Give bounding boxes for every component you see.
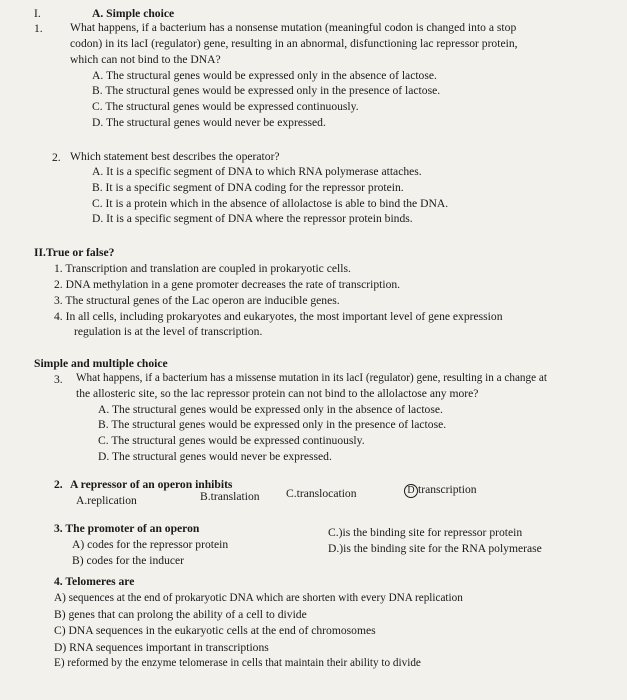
answer-option: B) codes for the inducer [72,554,185,567]
circled-answer-letter: D [404,484,418,498]
answer-option: D) RNA sequences important in transcriptions [54,641,269,654]
section-heading-true-false: II.True or false? [34,246,115,259]
answer-option: C. The structural genes would be expressed continuously. [92,100,359,113]
answer-option: D.)is the binding site for the RNA polymerase [328,542,542,555]
question-text-line: Which statement best describes the operator? [70,150,280,163]
question-stem-promoter: 3. The promoter of an operon [54,522,200,535]
answer-option: D. It is a specific segment of DNA where the repressor protein binds. [92,212,413,225]
answer-option: B. It is a specific segment of DNA coding for the repressor protein. [92,181,404,194]
answer-option: B.translation [200,490,260,503]
question-stem-telomeres: 4. Telomeres are [54,575,135,588]
section-heading-simple-multiple: Simple and multiple choice [34,357,168,370]
question-text-line: codon) in its lacI (regulator) gene, resulting in an abnormal, disfunctioning lac repressor protein, [70,37,518,50]
answer-option: D. The structural genes would never be expressed. [92,116,326,129]
true-false-item: 1. Transcription and translation are coupled in prokaryotic cells. [54,262,351,275]
question-number: 1. [34,22,43,35]
answer-option-text: transcription [418,483,477,496]
answer-option: C. The structural genes would be expressed continuously. [98,434,365,447]
answer-option: B. The structural genes would be expressed only in the presence of lactose. [92,84,441,97]
question-number: 2. [52,151,61,164]
answer-option: C) DNA sequences in the eukaryotic cells at the end of chromosomes [54,624,376,637]
true-false-item: 4. In all cells, including prokaryotes and eukaryotes, the most important level of gene expression [54,310,503,323]
answer-option: A. It is a specific segment of DNA to which RNA polymerase attaches. [92,165,422,178]
answer-option: A) codes for the repressor protein [72,538,229,551]
question-text-line: What happens, if a bacterium has a nonsense mutation (meaningful codon is changed into a stop [70,21,517,34]
answer-option: A) sequences at the end of prokaryotic DNA which are shorten with every DNA replication [54,592,463,604]
true-false-item-continuation: regulation is at the level of transcription. [74,325,263,338]
question-text-line: the allosteric site, so the lac repressor protein can not bind to the allolactose any more? [76,387,479,400]
question-text-line: which can not bind to the DNA? [70,53,221,66]
true-false-item: 2. DNA methylation in a gene promoter decreases the rate of transcription. [54,278,401,291]
answer-option: B) genes that can prolong the ability of a cell to divide [54,608,307,621]
answer-option: A. The structural genes would be expressed only in the absence of lactose. [92,69,437,82]
true-false-item: 3. The structural genes of the Lac operon are inducible genes. [54,294,340,307]
answer-option: E) reformed by the enzyme telomerase in cells that maintain their ability to divide [54,657,421,669]
answer-option: C.translocation [286,487,357,500]
answer-option: A. The structural genes would be expressed only in the absence of lactose. [98,403,443,416]
answer-option: B. The structural genes would be expressed only in the presence of lactose. [98,418,447,431]
answer-option: D. The structural genes would never be expressed. [98,450,332,463]
answer-option: A.replication [76,494,137,507]
answer-option: C.)is the binding site for repressor protein [328,526,523,539]
question-stem-repressor: A repressor of an operon inhibits [70,478,233,491]
answer-option: C. It is a protein which in the absence of allolactose is able to bind the DNA. [92,197,449,210]
question-number: 3. [54,373,63,386]
section-heading-simple-choice: A. Simple choice [92,7,175,20]
question-text-line: What happens, if a bacterium has a missense mutation in its lacI (regulator) gene, resulting in a change at [76,372,547,384]
question-number: 2. [54,478,63,491]
section-roman-numeral: I. [34,7,41,20]
answer-option-circled [404,482,477,498]
